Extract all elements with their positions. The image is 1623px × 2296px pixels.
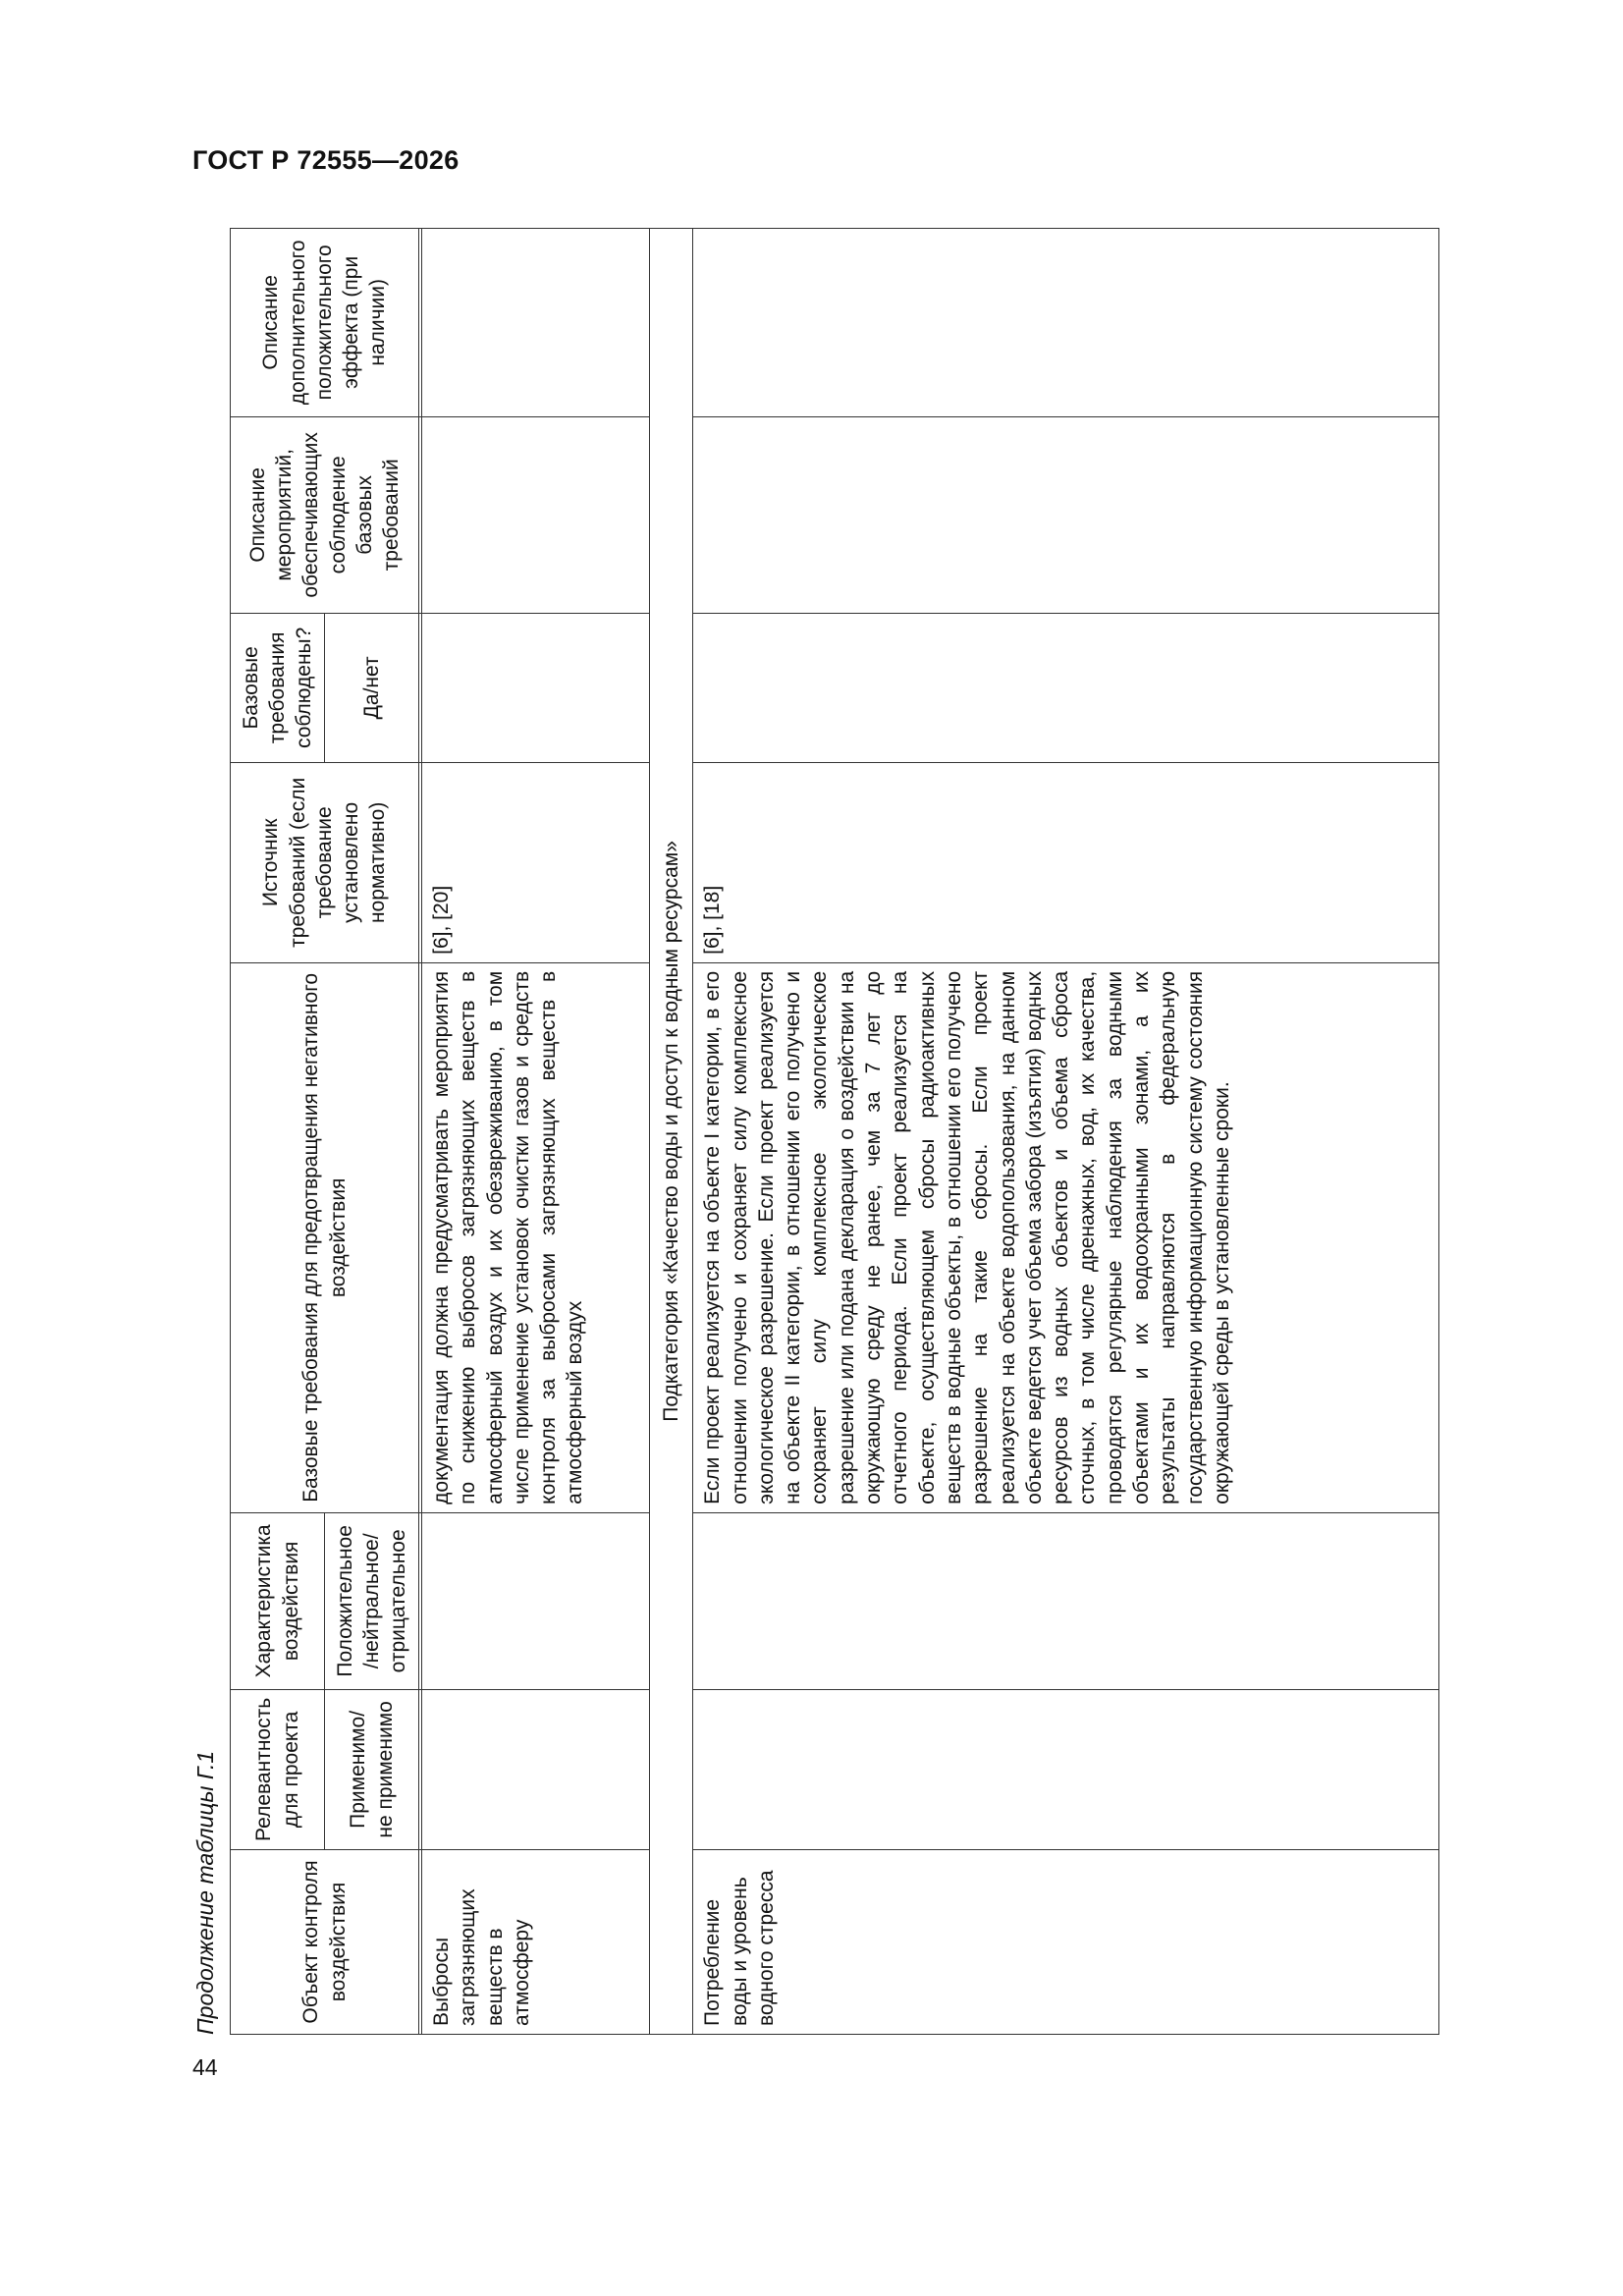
- page-number: 44: [192, 2054, 218, 2080]
- col-met: Базовые требования соблюдены?: [231, 613, 325, 762]
- row-impact: [693, 1512, 1439, 1689]
- table-row: [693, 228, 1439, 2034]
- rotated-table-page: [192, 189, 1481, 2035]
- col-measures: Описание мероприятий, обеспечивающих соблюдение базовых требований: [231, 416, 419, 613]
- col-requirements: Базовые требования для предотвращения негативного воздействия: [231, 962, 419, 1512]
- row-effect: [422, 228, 650, 416]
- row-relevance: [422, 1689, 650, 1849]
- subcategory-row: [650, 228, 693, 2034]
- row-relevance: [693, 1689, 1439, 1849]
- row-effect: [693, 228, 1439, 416]
- row-measures: [422, 416, 650, 613]
- row-met: [422, 613, 650, 762]
- row-object: Потребление воды и уровень водного стресса: [693, 1850, 1439, 2035]
- header-row: [231, 228, 325, 2034]
- row-source: [6], [18]: [693, 762, 1439, 962]
- requirements-table: [230, 228, 1439, 2035]
- col-relevance: Релевантность для проекта: [231, 1689, 325, 1849]
- col-relevance-sub: Применимо/ не применимо: [325, 1689, 419, 1849]
- table-row: [422, 228, 650, 2034]
- document-code: ГОСТ Р 72555—2026: [192, 145, 460, 175]
- col-object: Объект контроля воздействия: [231, 1850, 419, 2035]
- col-effect: Описание дополнительного положительного эффекта (при наличии): [231, 228, 419, 416]
- col-impact: Характеристика воздействия: [231, 1512, 325, 1689]
- row-measures: [693, 416, 1439, 613]
- row-object: Выбросы загрязняющих веществ в атмосферу: [422, 1850, 650, 2035]
- row-source: [6], [20]: [422, 762, 650, 962]
- col-impact-sub: Положительное /нейтральное/ отрицательное: [325, 1512, 419, 1689]
- row-met: [693, 613, 1439, 762]
- row-requirements: Если проект реализуется на объекте I категории, в его отношении получено и сохраняет силу комплексное экологическое разрешение. Если проект реализуется на объекте II категории, в отношении его получено и сохраняет силу комплексное экологическое разрешение или подана декларация о воздействии на окружающую среду не ранее, чем за 7 лет до отчетного периода. Если проект реализуется на объекте, осуществляющем сбросы радиоактивных веществ в водные объекты, в отношении его получено разрешение на такие сбросы. Если проект реализуется на объекте водопользования, на данном объекте ведется учет объема забора (изъятия) водных ресурсов из водных объектов и объема сброса сточных, в том числе дренажных, вод, их качества, проводятся регулярные наблюдения за водными объектами и их водоохранными зонами, а их результаты направляются в федеральную государственную информационную систему состояния окружающей среды в установленные сроки.: [693, 962, 1439, 1512]
- col-met-sub: Да/нет: [325, 613, 419, 762]
- table-caption: Продолжение таблицы Г.1: [192, 1750, 218, 2035]
- subcategory-title: Подкатегория «Качество воды и доступ к водным ресурсам»: [650, 228, 693, 2034]
- col-source: Источник требований (если требование установлено нормативно): [231, 762, 419, 962]
- row-requirements: документация должна предусматривать мероприятия по снижению выбросов загрязняющих веществ в атмосферный воздух и их обезвреживанию, в том числе применение установок очистки газов и средств контроля за выбросами загрязняющих веществ в атмосферный воздух: [422, 962, 650, 1512]
- row-impact: [422, 1512, 650, 1689]
